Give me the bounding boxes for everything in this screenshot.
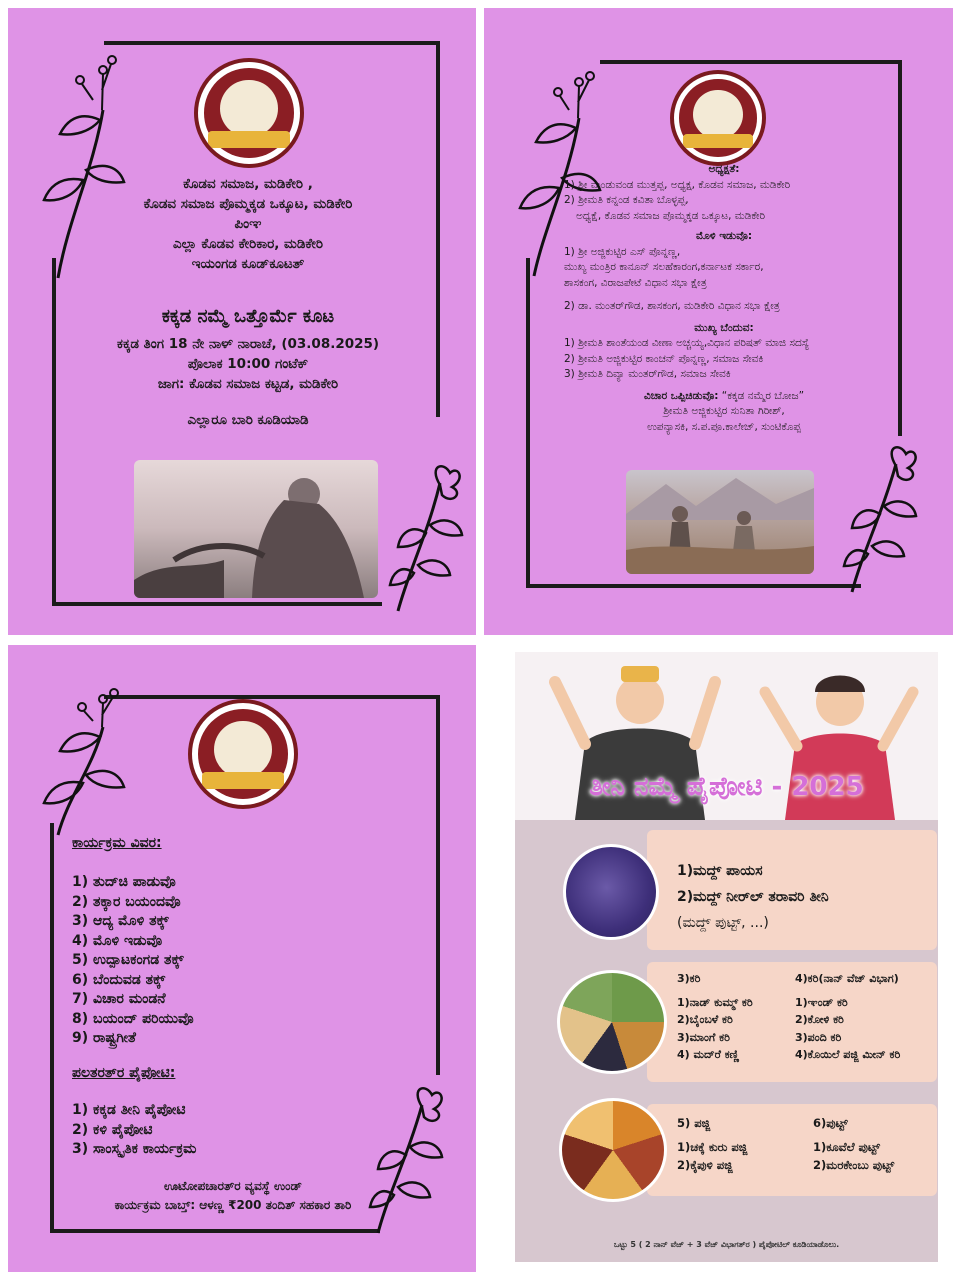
competition-banner: ತೀನಿ ನಮ್ಮೆ ಪೈಪೋಟಿ - 2025 bbox=[589, 772, 864, 802]
event-date: ಕಕ್ಕಡ ತಿಂಗ 18 ನೇ ನಾಳ್ ನಾರಾಚೆ, (03.08.2025) bbox=[116, 336, 380, 352]
woman-harvest-sketch bbox=[134, 460, 378, 598]
invitation-panel-1 bbox=[8, 8, 476, 635]
competitions-list bbox=[72, 1101, 196, 1160]
guest-line: 1) ಶ್ರೀಮತಿ ಶಾಂತೆಯಂಡ ವೀಣಾ ಅಚ್ಚಯ್ಯ,ವಿಧಾನ ಪರಿಷತ್ ಮಾಜಿ ಸದಸ್ಯೆ bbox=[564, 337, 810, 349]
list-item: 2) ಕಳಿ ಪೈಪೋಟಿ bbox=[72, 1121, 153, 1138]
guest-line: 2) ಶ್ರೀಮತಿ ಅಜ್ಜಿಕುಟ್ಟಿರ ಕಾಂಚನ್ ಪೊನ್ನಣ್ಣ, ಸಮಾಜ ಸೇವಕಿ bbox=[564, 352, 764, 365]
program-title: ಕಾರ್ಯಕ್ರಮ ವಿವರ: bbox=[72, 835, 162, 851]
flower-branch-icon bbox=[368, 1085, 452, 1235]
list-item: 3) ಸಾಂಸ್ಕೃತಿಕ ಕಾರ್ಯಕ್ರಮ bbox=[72, 1141, 197, 1157]
guest-line: 3) ಶ್ರೀಮತಿ ದಿವ್ಯಾ ಮಂತರ್‌ಗೌಡ, ಸಮಾಜ ಸೇವಕಿ bbox=[564, 368, 731, 380]
organizer-line: ಪಿಂಞ bbox=[234, 216, 262, 232]
payasa-dish-photo bbox=[563, 844, 659, 940]
list-item: 4) ಮೊಳಿ ಇಡುವೊ bbox=[72, 932, 163, 949]
menu-heading: 3)ಕರಿ bbox=[677, 972, 701, 985]
menu-item: 1)ಞಂಡ್ ಕರಿ bbox=[795, 995, 848, 1009]
presidency-line: 2) ಶ್ರೀಮತಿ ಕನ್ನಂಡ ಕವಿತಾ ಬೊಳ್ಳಪ್ಪ, bbox=[564, 194, 689, 206]
menu-heading: 4)ಕರಿ(ನಾನ್ ವೆಜ್ ವಿಭಾಗ) bbox=[795, 972, 899, 985]
contribution-note: ಕಾರ್ಯಕ್ರಮ ಬಾಬ್ತ್: ಆಳಣ್ಣ ₹200 ತಂದಿತ್ ಸಹಕಾರ ತಾರಿ bbox=[114, 1198, 352, 1212]
farmers-field-sketch bbox=[626, 470, 814, 574]
food-competition-panel bbox=[515, 652, 938, 1262]
menu-item: 2)ಕೈಪುಳಿ ಪಜ್ಜಿ bbox=[677, 1158, 733, 1172]
event-details bbox=[68, 334, 428, 394]
guests-title: ಮುಖ್ಯ ಬೆಂದುವ: bbox=[694, 321, 754, 334]
list-item: 7) ವಿಚಾರ ಮಂಡನೆ bbox=[72, 991, 166, 1007]
frame-top bbox=[104, 695, 438, 699]
pajji-dish-photo bbox=[559, 1098, 667, 1202]
menu-item: 4) ಮದ್‌ರೆ ಕಣ್ಣಿ bbox=[677, 1048, 740, 1061]
inaugurator-line: ಮುಖ್ಯ ಮಂತ್ರಿರ ಕಾನೂನ್ ಸಲಹೆಕಾರಂಗ,ಕರ್ನಾಟಕ ಸರ್ಕಾರ, bbox=[564, 261, 764, 273]
card3-right bbox=[813, 1114, 937, 1174]
frame-left bbox=[526, 258, 530, 588]
event-title: ಕಕ್ಕಡ ನಮ್ಮೆ ಒತ್ತೊರ್ಮೆ ಕೂಟ bbox=[161, 306, 335, 327]
card1-text bbox=[677, 858, 927, 936]
food-arrangement-note: ಊಟೋಪಚಾರತ್‌ರ ವ್ಯವಸ್ಥೆ ಉಂಡ್ bbox=[163, 1179, 303, 1193]
list-item: 1) ತುದ್‌ಚಿ ಪಾಡುವೊ bbox=[72, 874, 176, 890]
menu-item: 4)ಕೊಯಿಲೆ ಪಜ್ಜಿ ಮೀನ್ ಕರಿ bbox=[795, 1048, 901, 1061]
menu-item: 2)ಮರಕೇಂಬು ಪುಟ್ಟ್ bbox=[813, 1158, 895, 1172]
card2-right bbox=[795, 970, 937, 1064]
menu-item: 1)ಮದ್ದ್ ಪಾಯಸ bbox=[677, 863, 763, 879]
frame-left bbox=[50, 823, 54, 1233]
list-item: 5) ಉದ್ಪಾಟಕಂಗಡ ತಕ್ಕ್ bbox=[72, 952, 184, 968]
event-venue: ಜಾಗ: ಕೊಡವ ಸಮಾಜ ಕಟ್ಟಡ, ಮಡಿಕೇರಿ bbox=[157, 376, 339, 392]
event-time: ಪೊಲಾಕ 10:00 ಗಂಟೆಕ್ bbox=[187, 356, 309, 372]
talk-title: “ಕಕ್ಕಡ ನಮ್ಮೆರ ಬೋಜ” bbox=[721, 389, 805, 402]
talk-speaker: ಉಪನ್ಯಾಸಕಿ, ಸ.ಪ.ಪೂ.ಕಾಲೇಜ್, ಸುಂಟಿಕೊಪ್ಪ bbox=[647, 420, 801, 433]
organizer-line: ಕೊಡವ ಸಮಾಜ, ಮಡಿಕೇರಿ , bbox=[183, 176, 313, 192]
inaugurator-line: ಶಾಸಕಂಗ, ವಿರಾಜಪೇಟೆ ವಿಧಾನ ಸಭಾ ಕ್ಷೇತ್ರ bbox=[564, 276, 707, 289]
card2-left bbox=[677, 970, 797, 1064]
flower-branch-icon bbox=[388, 463, 468, 613]
frame-top bbox=[104, 41, 438, 45]
menu-item: 2)ಕೋಳಿ ಕರಿ bbox=[795, 1013, 844, 1026]
invitation-panel-3 bbox=[8, 645, 476, 1272]
presidency-line: ಅಧ್ಯಕ್ಷೆ, ಕೊಡವ ಸಮಾಜ ಪೊಮ್ಮಕ್ಕಡ ಒಕ್ಕೂಟ, ಮಡಿಕೇರಿ bbox=[576, 209, 766, 222]
menu-item: 1)ನಾಡ್ ಕುಮ್ಮ್ ಕರಿ bbox=[677, 995, 753, 1009]
kodava-samaja-logo bbox=[194, 58, 304, 168]
list-item: 2) ತಕ್ಕಾರ ಬಯಂದವೊ bbox=[72, 893, 181, 910]
presidency-line: 1) ಶ್ರೀ ಮಂಡುವಂಡ ಮುತ್ತಪ್ಪ, ಅಧ್ಯಕ್ಷ, ಕೊಡವ ಸಮಾಜ, ಮಡಿಕೇರಿ bbox=[564, 178, 791, 191]
talk-label: ವಿಚಾರ ಒಪ್ಪಿಚಿಡುವೊ: bbox=[643, 389, 719, 402]
list-item: 6) ಬೆಂದುವಡ ತಕ್ಕ್ bbox=[72, 971, 166, 988]
curry-dish-photo bbox=[557, 970, 667, 1074]
organizer-line: ಎಲ್ಲಾ ಕೊಡವ ಕೇರಿಕಾರ, ಮಡಿಕೇರಿ bbox=[172, 236, 324, 252]
frame-left bbox=[52, 258, 56, 606]
organizer-lines bbox=[78, 174, 418, 274]
flower-sprig-icon bbox=[38, 687, 128, 837]
menu-item: 2)ಮದ್ದ್ ನೀರ್‌ಲ್ ತರಾವರಿ ತೀನಿ bbox=[677, 889, 829, 905]
menu-item: 1)ಚಕ್ಕೆ ಕುರು ಪಜ್ಜಿ bbox=[677, 1140, 748, 1154]
kodava-samaja-logo bbox=[670, 70, 766, 166]
menu-item: 3)ಮಾಂಗೆ ಕರಿ bbox=[677, 1030, 730, 1044]
menu-heading: 6)ಪುಟ್ಟ್ bbox=[813, 1116, 848, 1130]
talk-speaker: ಶ್ರೀಮತಿ ಅಜ್ಜಿಕುಟ್ಟಿರ ಸುನಿತಾ ಗಿರೀಶ್, bbox=[663, 405, 785, 417]
frame-right bbox=[436, 695, 440, 1075]
flower-branch-icon bbox=[842, 444, 926, 594]
inaugurator-line: 2) ಡಾ. ಮಂತರ್‌ಗೌಡ, ಶಾಸಕಂಗ, ಮಡಿಕೇರಿ ವಿಧಾನ ಸಭಾ ಕ್ಷೇತ್ರ bbox=[564, 300, 780, 312]
invitation-panel-2 bbox=[484, 8, 953, 635]
menu-heading: 5) ಪಜ್ಜಿ bbox=[677, 1116, 711, 1130]
inaugurators-title: ಮೊಳಿ ಇಡುವೊ: bbox=[695, 230, 753, 242]
menu-item: (ಮದ್ದ್ ಪುಟ್ಟ್, ...) bbox=[677, 915, 769, 931]
footer-note bbox=[48, 1177, 418, 1215]
program-list bbox=[72, 873, 194, 1049]
frame-bottom bbox=[526, 584, 861, 588]
organizer-line: ಕೊಡವ ಸಮಾಜ ಪೊಮ್ಮಕ್ಕಡ ಒಕ್ಕೂಟ, ಮಡಿಕೇರಿ bbox=[143, 196, 353, 212]
frame-right bbox=[898, 60, 902, 436]
invite-line: ಎಲ್ಲಾರೂ ಬಾರಿ ಕೂಡಿಯಾಡಿ bbox=[187, 412, 309, 428]
presidency-title: ಅಧ್ಯಕ್ಷತೆ: bbox=[708, 163, 740, 175]
organizer-line: ಇಯಂಗಡ ಕೂಡ್‌ಕೂಟತ್ bbox=[191, 256, 305, 272]
kodava-samaja-logo bbox=[188, 699, 298, 809]
card3-left bbox=[677, 1114, 807, 1174]
menu-item: 3)ಪಂದಿ ಕರಿ bbox=[795, 1030, 842, 1044]
menu-item: 1)ಕೂವೆಲೆ ಪುಟ್ಟ್ bbox=[813, 1140, 880, 1154]
talk-heading bbox=[554, 389, 894, 405]
frame-right bbox=[436, 41, 440, 417]
frame-top bbox=[600, 60, 900, 64]
list-item: 3) ಆದ್ಯ ಮೊಳಿ ತಕ್ಕ್ bbox=[72, 913, 169, 929]
menu-item: 2)ಬೈಂಬಳೆ ಕರಿ bbox=[677, 1013, 733, 1026]
competitions-title: ಪಲತರತ್‌ರ ಪೈಪೋಟಿ: bbox=[72, 1065, 176, 1081]
inaugurator-line: 1) ಶ್ರೀ ಅಜ್ಜಿಕುಟ್ಟಿರ ಎಸ್ ಪೊನ್ನಣ್ಣ, bbox=[564, 245, 681, 258]
frame-bottom bbox=[52, 602, 382, 606]
list-item: 9) ರಾಷ್ಟ್ರಗೀತೆ bbox=[72, 1030, 136, 1046]
guest-details bbox=[554, 162, 894, 435]
list-item: 1) ಕಕ್ಕಡ ತೀನಿ ಪೈಪೋಟಿ bbox=[72, 1102, 186, 1118]
frame-bottom bbox=[50, 1229, 380, 1233]
list-item: 8) ಬಯಂದ್ ಪರಿಯುವೊ bbox=[72, 1010, 194, 1027]
competition-footer: ಒಟ್ಟು 5 ( 2 ನಾನ್ ವೆಜ್ + 3 ವೆಜ್ ವಿಭಾಗತ್‌ರ ) ಪೈಪೋಟಿಲ್ ಕೂಡಿಯಾಡೊಲು. bbox=[613, 1240, 840, 1249]
